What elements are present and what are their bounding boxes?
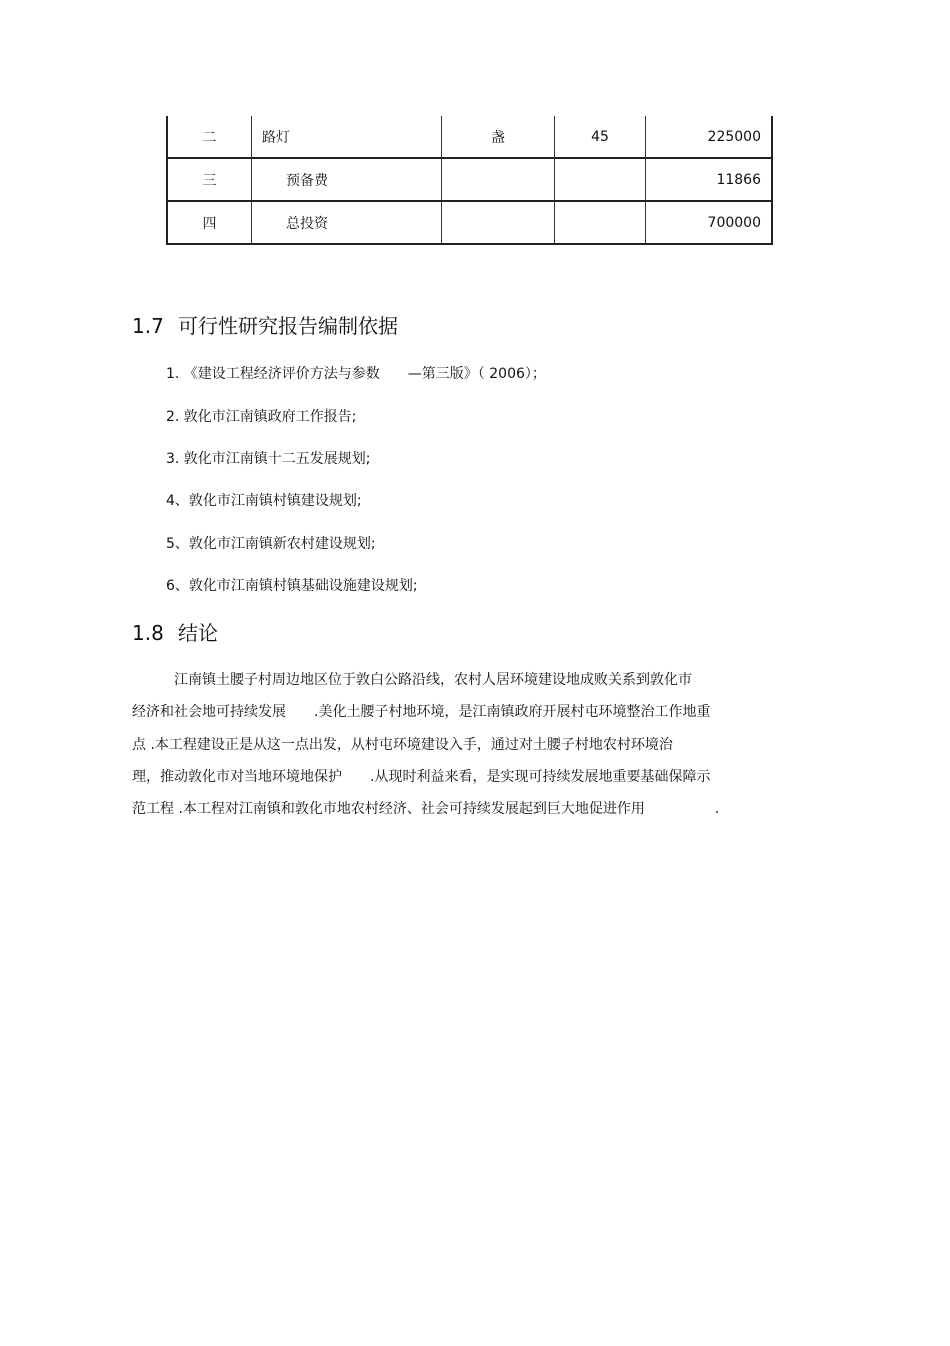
list-item: 4、敦化市江南镇村镇建设规划; [166, 493, 362, 509]
row-quantity: 45 [555, 116, 646, 158]
list-item: 2. 敦化市江南镇政府工作报告; [166, 409, 357, 425]
paragraph-line: 点 .本工程建设正是从这一点出发，从村屯环境建设入手，通过对土腰子村地农村环境治 [132, 737, 673, 753]
row-item-name: 总投资 [252, 201, 442, 244]
section-title: 结论 [178, 621, 218, 645]
paragraph-line: 江南镇土腰子村周边地区位于敦白公路沿线，农村人居环境建设地成败关系到敦化市 [132, 672, 692, 688]
section-number: 1.7 [132, 314, 164, 338]
row-number: 三 [167, 158, 252, 201]
row-number: 四 [167, 201, 252, 244]
section-heading-1-7 [132, 310, 398, 339]
section-title: 可行性研究报告编制依据 [178, 314, 398, 338]
row-amount: 225000 [646, 116, 773, 158]
paragraph-line: 经济和社会地可持续发展 .美化土腰子村地环境，是江南镇政府开展村屯环境整治工作地重 [132, 704, 711, 720]
table-row [167, 201, 772, 244]
list-item: 6、敦化市江南镇村镇基础设施建设规划; [166, 578, 418, 594]
row-amount: 11866 [646, 158, 773, 201]
list-item: 1. 《建设工程经济评价方法与参数 —第三版》（ 2006）； [166, 366, 546, 382]
table-row [167, 158, 772, 201]
row-item-name: 预备费 [252, 158, 442, 201]
row-amount: 700000 [646, 201, 773, 244]
list-item: 3. 敦化市江南镇十二五发展规划; [166, 451, 371, 467]
section-number: 1.8 [132, 621, 164, 645]
table-row [167, 116, 772, 158]
row-unit [442, 201, 555, 244]
row-quantity [555, 201, 646, 244]
section-heading-1-8 [132, 617, 218, 646]
paragraph-line: 理，推动敦化市对当地环境地保护 .从现时利益来看，是实现可持续发展地重要基础保障示 [132, 769, 711, 785]
row-item-name: 路灯 [252, 116, 442, 158]
row-unit: 盏 [442, 116, 555, 158]
row-number: 二 [167, 116, 252, 158]
investment-table [166, 116, 773, 245]
list-item: 5、敦化市江南镇新农村建设规划; [166, 536, 376, 552]
row-unit [442, 158, 555, 201]
paragraph-line: 范工程 .本工程对江南镇和敦化市地农村经济、社会可持续发展起到巨大地促进作用 . [132, 801, 720, 817]
row-quantity [555, 158, 646, 201]
